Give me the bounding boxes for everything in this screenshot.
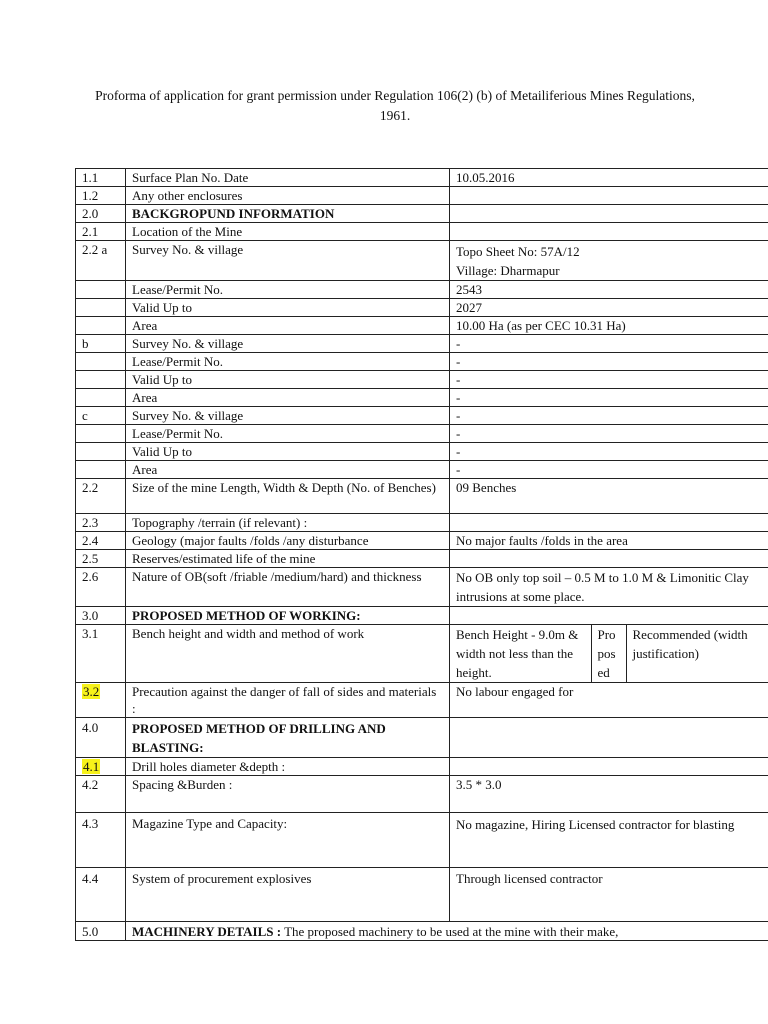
row-label: Area xyxy=(126,389,450,407)
row-label: Reserves/estimated life of the mine xyxy=(126,550,450,568)
table-row xyxy=(76,425,768,443)
section-heading: PROPOSED METHOD OF WORKING: xyxy=(126,607,450,625)
value-line: Village: Dharmapur xyxy=(456,263,560,278)
table-row xyxy=(76,187,768,205)
row-label: Size of the mine Length, Width & Depth (No. of Benches) xyxy=(126,479,450,514)
row-value: - xyxy=(450,335,768,353)
row-value: 09 Benches xyxy=(450,479,768,514)
table-row xyxy=(76,718,768,758)
row-number: 4.0 xyxy=(76,718,126,758)
row-number xyxy=(76,425,126,443)
row-label: Valid Up to xyxy=(126,371,450,389)
table-row xyxy=(76,625,768,683)
table-row xyxy=(76,169,768,187)
row-number xyxy=(76,758,126,776)
row-value: Through licensed contractor xyxy=(450,868,768,922)
row-number: 4.2 xyxy=(76,776,126,813)
machinery-details-cell xyxy=(126,922,768,941)
row-value: 10.00 Ha (as per CEC 10.31 Ha) xyxy=(450,317,768,335)
row-number: 2.5 xyxy=(76,550,126,568)
table-row xyxy=(76,683,768,718)
row-label: Area xyxy=(126,461,450,479)
table-row xyxy=(76,353,768,371)
row-number: 1.2 xyxy=(76,187,126,205)
row-number: 4.3 xyxy=(76,813,126,868)
row-label: Magazine Type and Capacity: xyxy=(126,813,450,868)
row-label: Lease/Permit No. xyxy=(126,425,450,443)
bench-subtable xyxy=(450,625,768,682)
proposed-label: Pro pos ed xyxy=(591,625,626,682)
table-row xyxy=(76,299,768,317)
table-row xyxy=(76,532,768,550)
row-label: Survey No. & village xyxy=(126,241,450,281)
row-label: Survey No. & village xyxy=(126,407,450,425)
row-value: 10.05.2016 xyxy=(450,169,768,187)
row-label: Drill holes diameter &depth : xyxy=(126,758,450,776)
row-value xyxy=(450,187,768,205)
row-label: Survey No. & village xyxy=(126,335,450,353)
row-label: System of procurement explosives xyxy=(126,868,450,922)
row-label: Area xyxy=(126,317,450,335)
row-value: - xyxy=(450,353,768,371)
row-number xyxy=(76,443,126,461)
row-value xyxy=(450,241,768,281)
section-heading: BACKGROPUND INFORMATION xyxy=(126,205,450,223)
table-row xyxy=(76,371,768,389)
row-number xyxy=(76,353,126,371)
row-value: - xyxy=(450,371,768,389)
highlighted-number: 4.1 xyxy=(83,759,100,774)
row-label: Lease/Permit No. xyxy=(126,353,450,371)
highlighted-number: 3.2 xyxy=(83,684,100,699)
row-number: 4.4 xyxy=(76,868,126,922)
table-row xyxy=(76,241,768,281)
row-label: Geology (major faults /folds /any disturbance xyxy=(126,532,450,550)
row-value xyxy=(450,550,768,568)
table-row xyxy=(76,607,768,625)
row-label: Lease/Permit No. xyxy=(126,281,450,299)
table-row xyxy=(76,407,768,425)
table-row xyxy=(76,568,768,607)
row-label: Precaution against the danger of fall of sides and materials : xyxy=(126,683,450,718)
table-row xyxy=(76,389,768,407)
table-row xyxy=(76,776,768,813)
section-heading: MACHINERY DETAILS : xyxy=(132,924,282,939)
row-label: Topography /terrain (if relevant) : xyxy=(126,514,450,532)
row-number: 3.1 xyxy=(76,625,126,683)
row-label: Spacing &Burden : xyxy=(126,776,450,813)
table-row xyxy=(76,281,768,299)
table-row xyxy=(76,758,768,776)
row-value xyxy=(450,607,768,625)
table-row xyxy=(76,317,768,335)
table-row xyxy=(76,443,768,461)
application-form-table xyxy=(75,168,768,941)
row-number: 2.4 xyxy=(76,532,126,550)
recommended-label: Recommended (width justification) xyxy=(626,625,768,682)
row-number xyxy=(76,299,126,317)
row-label: Any other enclosures xyxy=(126,187,450,205)
table-row xyxy=(76,461,768,479)
row-label: Valid Up to xyxy=(126,299,450,317)
table-row xyxy=(76,479,768,514)
row-value xyxy=(450,758,768,776)
section-heading: PROPOSED METHOD OF DRILLING AND BLASTING: xyxy=(126,718,450,758)
value-line: Topo Sheet No: 57A/12 xyxy=(456,244,580,259)
row-number: 1.1 xyxy=(76,169,126,187)
table-row xyxy=(76,868,768,922)
row-value: 2027 xyxy=(450,299,768,317)
row-value: 3.5 * 3.0 xyxy=(450,776,768,813)
bench-height-value: Bench Height - 9.0m & width not less than the height. xyxy=(456,627,579,680)
row-number: 3.0 xyxy=(76,607,126,625)
row-number xyxy=(76,461,126,479)
row-number xyxy=(76,371,126,389)
row-label: Nature of OB(soft /friable /medium/hard) and thickness xyxy=(126,568,450,607)
row-number xyxy=(76,317,126,335)
row-label: Location of the Mine xyxy=(126,223,450,241)
row-number xyxy=(76,683,126,718)
row-number: 2.2 a xyxy=(76,241,126,281)
row-value: - xyxy=(450,461,768,479)
row-value: No labour engaged for xyxy=(450,683,768,718)
table-row xyxy=(76,223,768,241)
row-number: 2.0 xyxy=(76,205,126,223)
row-value: No magazine, Hiring Licensed contractor for blasting xyxy=(450,813,768,868)
row-number: 2.1 xyxy=(76,223,126,241)
row-value xyxy=(450,718,768,758)
row-label: Surface Plan No. Date xyxy=(126,169,450,187)
table-row xyxy=(76,514,768,532)
table-row xyxy=(76,922,768,941)
row-value: - xyxy=(450,443,768,461)
table-row xyxy=(76,550,768,568)
row-number xyxy=(76,281,126,299)
row-number: b xyxy=(76,335,126,353)
row-number: c xyxy=(76,407,126,425)
document-title: Proforma of application for grant permission under Regulation 106(2) (b) of Metailiferious Mines Regulations, 1961. xyxy=(95,88,695,123)
row-value: - xyxy=(450,407,768,425)
table-row xyxy=(76,335,768,353)
row-value: 2543 xyxy=(450,281,768,299)
table-row xyxy=(76,205,768,223)
row-number xyxy=(76,389,126,407)
row-value xyxy=(450,205,768,223)
row-value: - xyxy=(450,425,768,443)
row-number: 2.3 xyxy=(76,514,126,532)
table-row xyxy=(76,813,768,868)
row-label: Valid Up to xyxy=(126,443,450,461)
row-label: Bench height and width and method of work xyxy=(126,625,450,683)
row-label: The proposed machinery to be used at the mine with their make, xyxy=(284,924,619,939)
row-value xyxy=(450,625,768,683)
row-number: 5.0 xyxy=(76,922,126,941)
row-number: 2.2 xyxy=(76,479,126,514)
row-value: No OB only top soil – 0.5 M to 1.0 M & Limonitic Clay intrusions at some place. xyxy=(450,568,768,607)
row-value: No major faults /folds in the area xyxy=(450,532,768,550)
row-value xyxy=(450,223,768,241)
row-value: - xyxy=(450,389,768,407)
row-number: 2.6 xyxy=(76,568,126,607)
row-value xyxy=(450,514,768,532)
